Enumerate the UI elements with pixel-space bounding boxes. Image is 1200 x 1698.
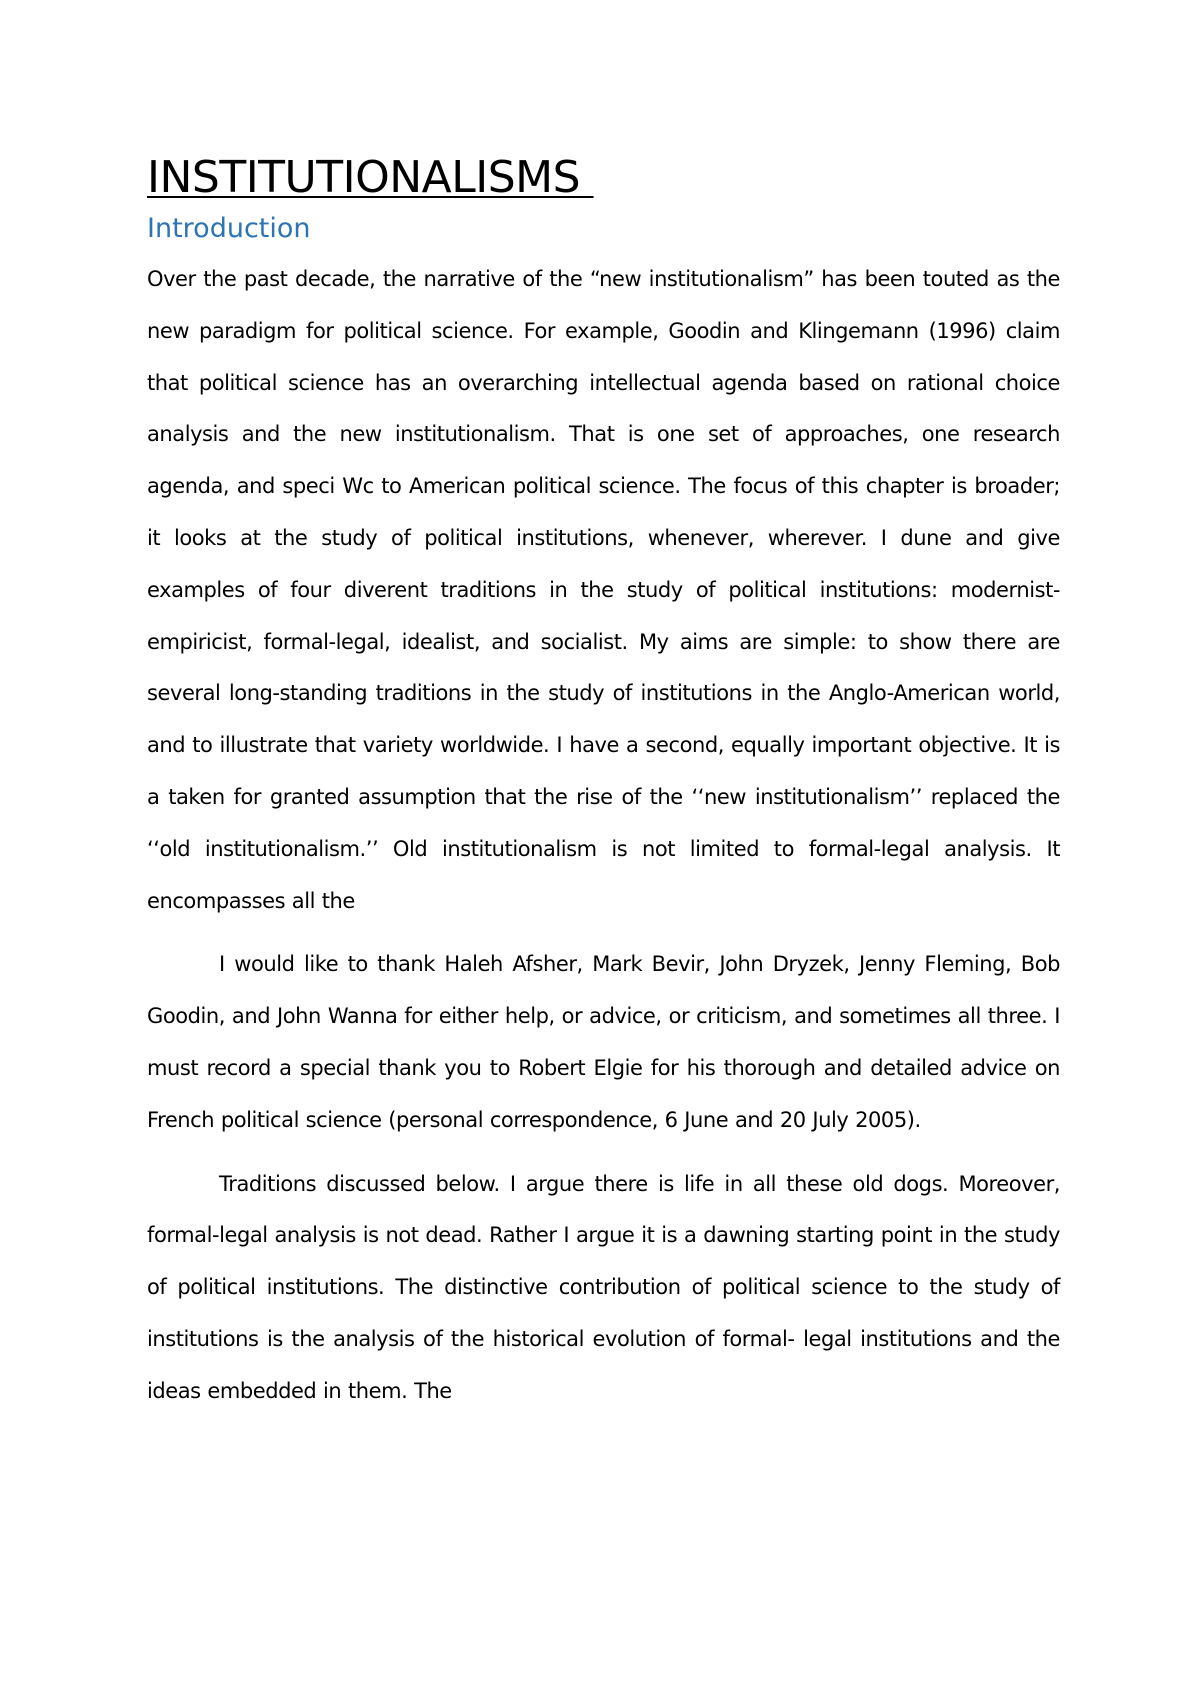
paragraph-traditions: Traditions discussed below. I argue there is life in all these old dogs. Moreover, formal-legal analysis is not dead. Rather I argue it is a dawning starting point in the study of political institutions. The distinctive contribution of political science to the study of institutions is the analysis of the historical evolution of formal- legal institutions and the ideas embedded in them. The (147, 1171, 1060, 1403)
document-page (147, 148, 1060, 1418)
document-title: INSTITUTIONALISMS (147, 152, 594, 203)
paragraph-intro: Over the past decade, the narrative of the “new institutionalism” has been touted as the new paradigm for political science. For example, Goodin and Klingemann (1996) claim that political science has an overarching intellectual agenda based on rational choice analysis and the new institutionalism. That is one set of approaches, one research agenda, and speci Wc to American political science. The focus of this chapter is broader; it looks at the study of political institutions, whenever, wherever. I dune and give examples of four diverent traditions in the study of political institutions: modernist-empiricist, formal-legal, idealist, and socialist. My aims are simple: to show there are several long-standing traditions in the study of institutions in the Anglo-American world, and to illustrate that variety worldwide. I have a second, equally important objective. It is a taken for granted assumption that the rise of the ‘‘new institutionalism’’ replaced the ‘‘old institutionalism.’’ Old institutionalism is not limited to formal-legal analysis. It encompasses all the (147, 267, 1060, 913)
paragraph-acknowledgements: I would like to thank Haleh Afsher, Mark Bevir, John Dryzek, Jenny Fleming, Bob Goodin, and John Wanna for either help, or advice, or criticism, and sometimes all three. I must record a special thank you to Robert Elgie for his thorough and detailed advice on French political science (personal correspondence, 6 June and 20 July 2005). (147, 952, 1060, 1132)
section-heading-introduction: Introduction (147, 213, 311, 244)
